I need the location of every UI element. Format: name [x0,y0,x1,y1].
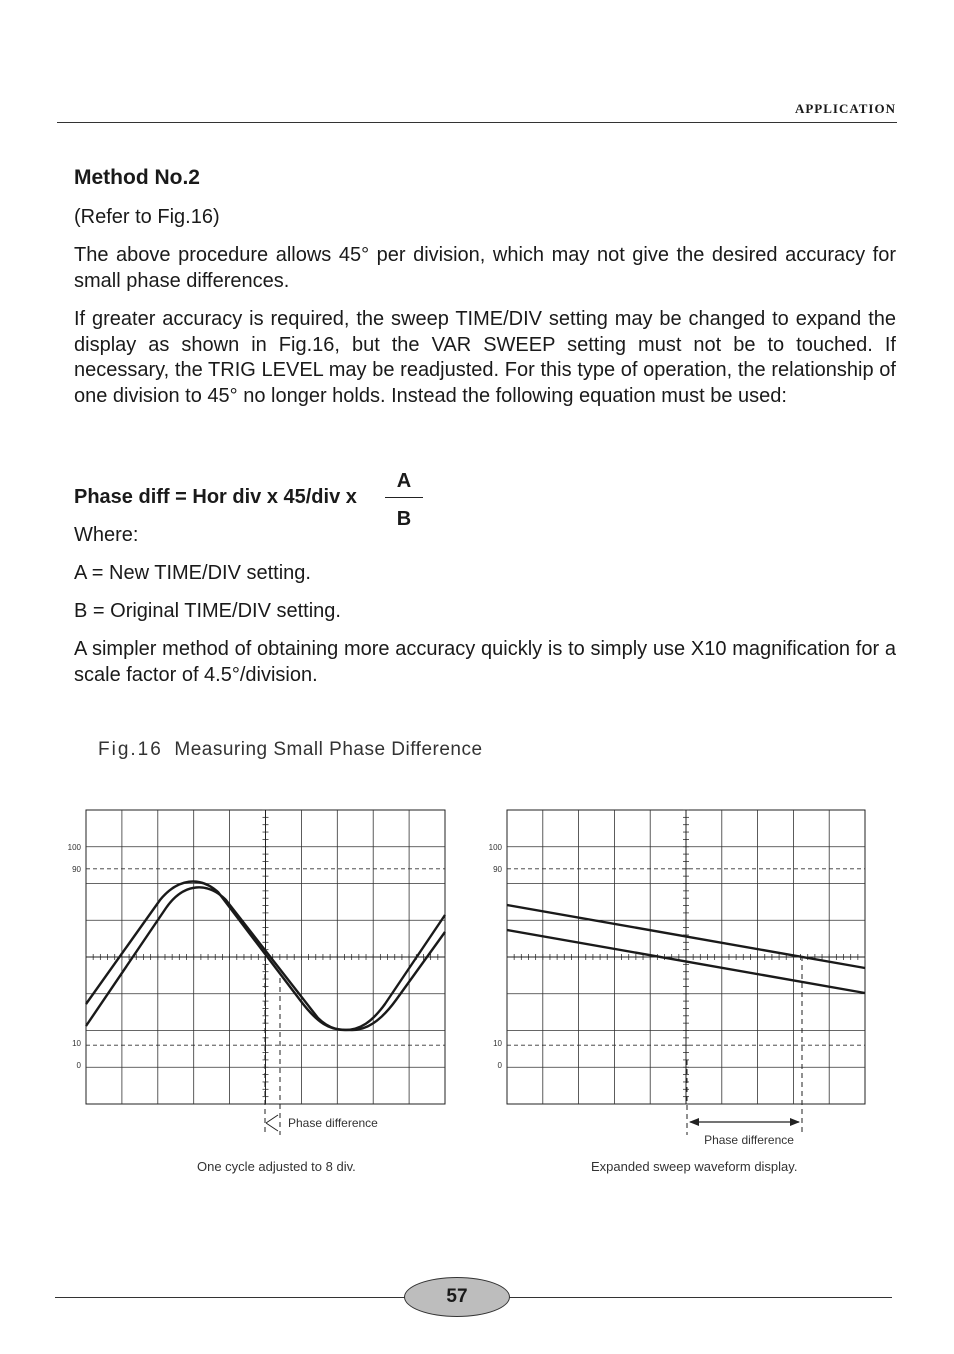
footer-rule-left [55,1297,405,1298]
figure-number: Fig.16 [98,739,163,760]
right-ylabel-0: 0 [497,1061,502,1070]
right-caption: Expanded sweep waveform display. [591,1159,798,1174]
definition-b: B = Original TIME/DIV setting. [74,600,341,622]
right-ylabel-90: 90 [493,865,502,874]
right-ylabel-100: 100 [488,843,502,852]
left-phase-label: Phase difference [288,1116,378,1130]
formula-numerator: A [396,470,412,492]
refer-note: (Refer to Fig.16) [74,206,220,228]
page-number: 57 [404,1277,510,1317]
left-ylabel-100: 100 [67,843,81,852]
right-scope-graticule [507,810,865,1104]
right-phase-arrow-right [790,1118,800,1126]
formula-lhs: Phase diff = Hor div x 45/div x [74,486,357,508]
method-title: Method No.2 [74,166,200,189]
paragraph-2: If greater accuracy is required, the sweep TIME/DIV setting may be changed to expand the display as shown in Fig.16, but the VAR SWEEP setting must not be to touched. If necessary, the TRIG LEVEL may be readjusted. For this type of operation, the relationship of one division to 45° no longer holds. Instead the following equation must be used: [74,308,896,407]
right-ylabel-10: 10 [493,1039,502,1048]
left-ylabel-90: 90 [72,865,81,874]
left-caption: One cycle adjusted to 8 div. [197,1159,356,1174]
left-ylabel-10: 10 [72,1039,81,1048]
definition-a: A = New TIME/DIV setting. [74,562,311,584]
footer-rule-right [508,1297,892,1298]
paragraph-1: The above procedure allows 45° per division, which may not give the desired accuracy for small phase differences. [74,244,896,292]
left-phase-arrow [266,1115,278,1131]
formula-denominator: B [396,508,412,530]
figure-caption-title: Measuring Small Phase Difference [174,739,483,760]
left-ylabel-0: 0 [76,1061,81,1070]
where-label: Where: [74,524,139,546]
simpler-method: A simpler method of obtaining more accuracy quickly is to simply use X10 magnification for a scale factor of 4.5°/division. [74,638,896,686]
section-header: APPLICATION [794,101,896,116]
right-phase-arrow-left [689,1118,699,1126]
right-phase-label: Phase difference [704,1133,794,1147]
